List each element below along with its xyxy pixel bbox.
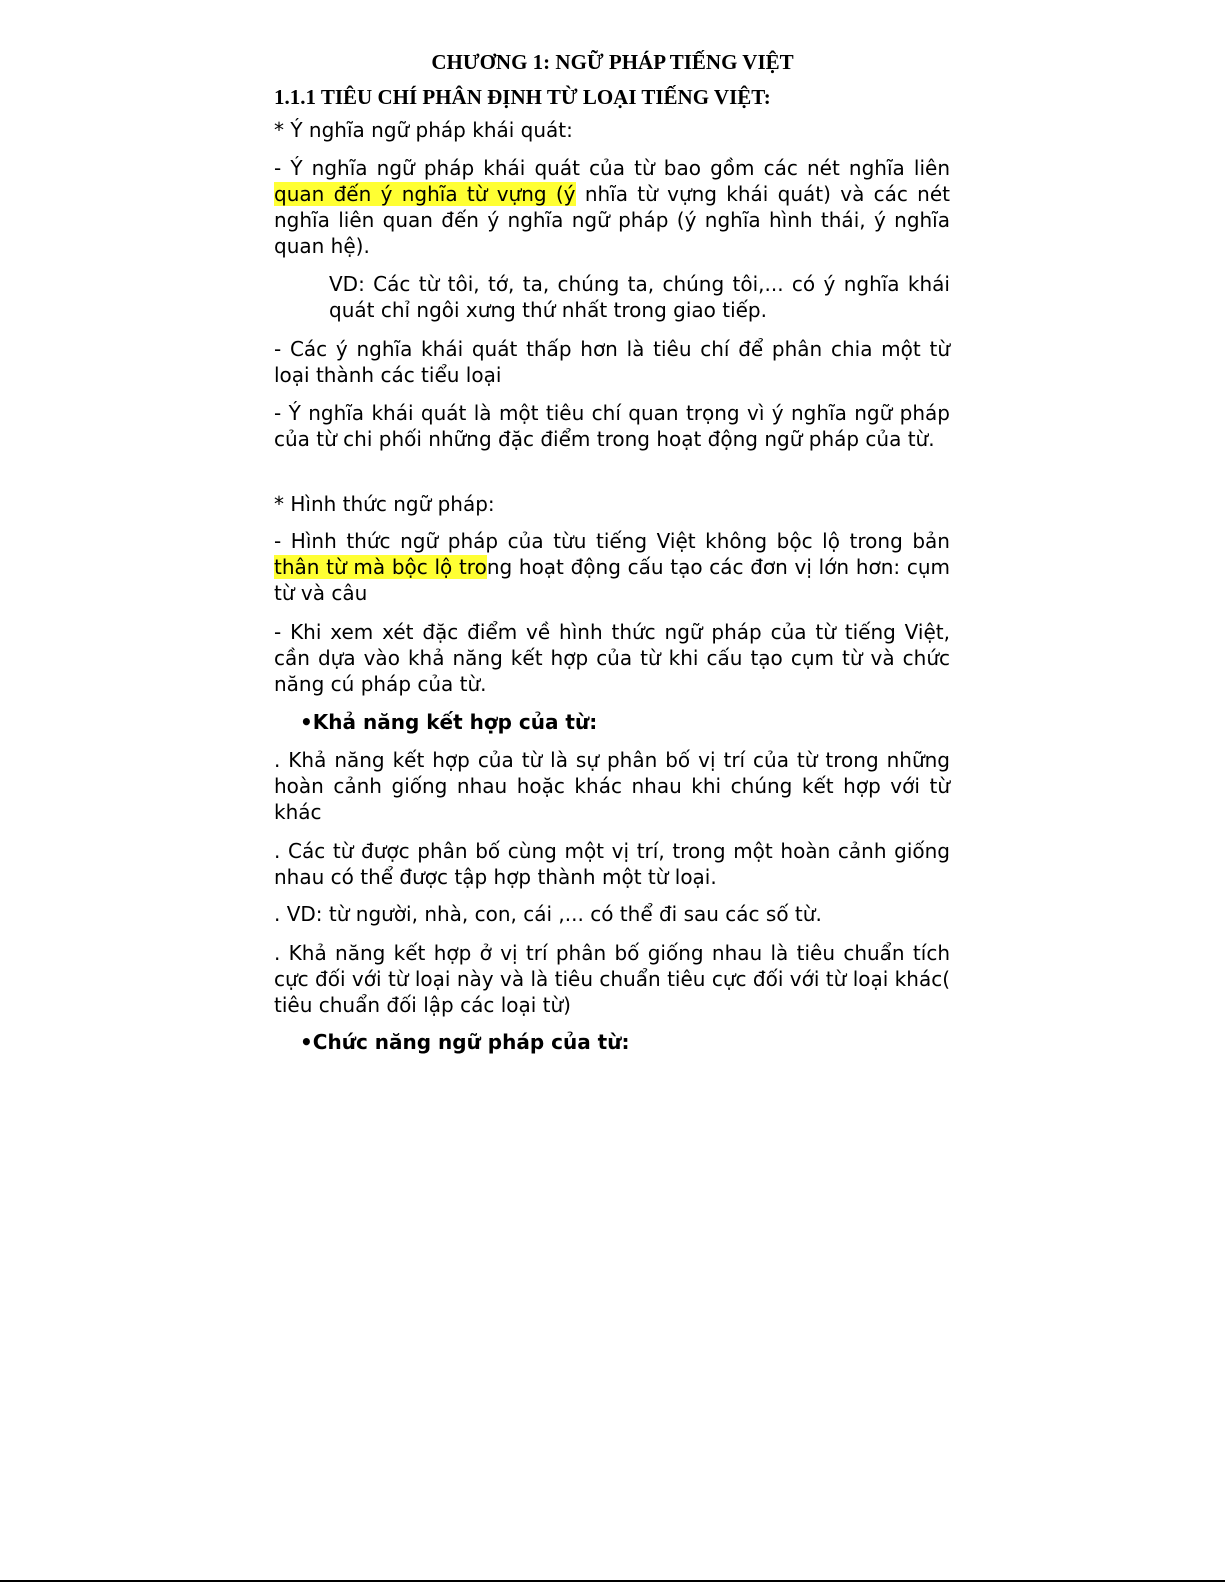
example-pronouns: VD: Các từ tôi, tớ, ta, chúng ta, chúng tôi,... có ý nghĩa khái quát chỉ ngôi xưng thứ nhất trong giao tiếp.	[329, 272, 950, 322]
paragraph-criteria: . Khả năng kết hợp ở vị trí phân bố giống nhau là tiêu chuẩn tích cực đối với từ loại này và là tiêu chuẩn tiêu cực đối với từ loại khác( tiêu chuẩn đối lập các loại từ)	[274, 941, 950, 1017]
example-nouns: . VD: từ người, nhà, con, cái ,... có thể đi sau các số từ.	[274, 902, 822, 926]
highlighted-text: quan đến ý nghĩa từ vựng (ý	[274, 182, 576, 206]
heading-meaning: * Ý nghĩa ngữ pháp khái quát:	[274, 118, 573, 142]
text-run: - Ý nghĩa ngữ pháp khái quát của từ bao gồm các nét nghĩa liên	[274, 156, 950, 180]
paragraph-importance: - Ý nghĩa khái quát là một tiêu chí quan trọng vì ý nghĩa ngữ pháp của từ chi phối những đặc điểm trong hoạt động ngữ pháp của từ.	[274, 401, 950, 451]
paragraph-subtypes: - Các ý nghĩa khái quát thấp hơn là tiêu chí để phân chia một từ loại thành các tiểu loại	[274, 337, 950, 387]
text-run: - Hình thức ngữ pháp của từu tiếng Việt không bộc lộ trong bản	[274, 529, 950, 553]
paragraph-distribution: . Các từ được phân bố cùng một vị trí, trong một hoàn cảnh giống nhau có thể được tập hợp thành một từ loại.	[274, 839, 950, 889]
bullet-grammatical-function: •Chức năng ngữ pháp của từ:	[300, 1030, 630, 1054]
text-run: ng hoạt động cấu tạo các đơn vị lớn hơn: cụm từ và câu	[274, 555, 950, 605]
text-run: nhĩa từ vựng khái quát) và các nét nghĩa liên quan đến ý nghĩa ngữ pháp (ý nghĩa hình thái, ý nghĩa quan hệ).	[274, 182, 951, 258]
paragraph-form-consideration: - Khi xem xét đặc điểm về hình thức ngữ pháp của từ tiếng Việt, cần dựa vào khả năng kết hợp của từ khi cấu tạo cụm từ và chức năng cú pháp của từ.	[274, 620, 950, 696]
highlighted-text: thân từ mà bộc lộ tro	[274, 555, 487, 579]
heading-form: * Hình thức ngữ pháp:	[274, 492, 495, 516]
page-bottom-border	[0, 1580, 1225, 1582]
paragraph-meaning-definition	[274, 155, 950, 259]
bullet-combination: •Khả năng kết hợp của từ:	[300, 710, 598, 734]
section-title: 1.1.1 TIÊU CHÍ PHÂN ĐỊNH TỪ LOẠI TIẾNG VIỆT:	[274, 85, 771, 109]
chapter-title: CHƯƠNG 1: NGỮ PHÁP TIẾNG VIỆT	[431, 50, 794, 74]
paragraph-form-definition	[274, 528, 950, 606]
paragraph-combination-definition: . Khả năng kết hợp của từ là sự phân bố vị trí của từ trong những hoàn cảnh giống nhau hoặc khác nhau khi chúng kết hợp với từ khác	[274, 748, 950, 824]
